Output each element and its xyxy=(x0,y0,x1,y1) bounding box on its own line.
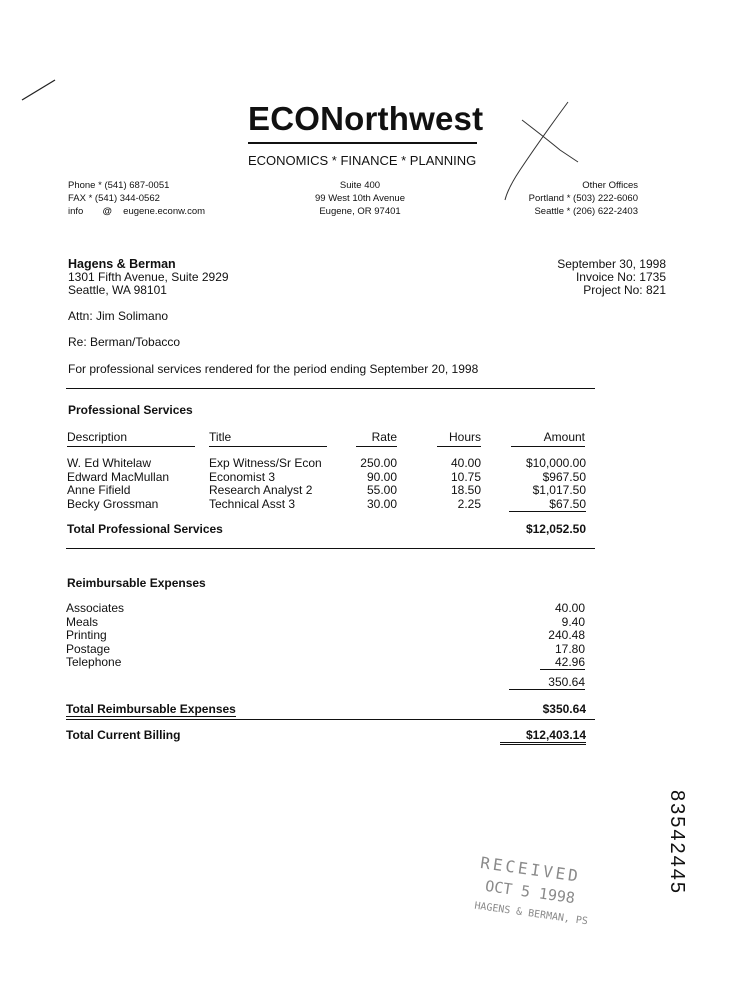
at-icon: @ xyxy=(102,206,112,217)
address-line: Suite 400 xyxy=(339,180,381,191)
staff-title: Technical Asst 3 xyxy=(209,496,296,511)
expenses-subtotal: 350.64 xyxy=(509,676,585,690)
reimbursable-expenses-heading: Reimbursable Expenses xyxy=(67,576,206,590)
divider xyxy=(66,719,595,720)
address-line: 99 West 10th Avenue xyxy=(315,193,405,204)
email-address: eugene.econw.com xyxy=(123,206,206,217)
client-address-block xyxy=(68,258,229,297)
staff-hours: 10.75 xyxy=(450,469,481,484)
staff-rate: 90.00 xyxy=(366,469,397,484)
expense-label: Meals xyxy=(66,614,99,629)
current-billing-amount: $12,403.14 xyxy=(500,729,586,745)
regarding-line: Re: Berman/Tobacco xyxy=(68,335,181,349)
reimbursable-total-row xyxy=(0,703,754,717)
other-offices xyxy=(520,179,638,218)
stamp-received: RECEIVED xyxy=(479,852,582,886)
column-header-rate: Rate xyxy=(356,430,397,447)
expense-amount: 9.40 xyxy=(561,614,585,629)
fax-number: FAX * (541) 344-0562 xyxy=(68,193,160,204)
company-tagline: ECONOMICS * FINANCE * PLANNING xyxy=(248,153,477,168)
staff-title: Research Analyst 2 xyxy=(209,483,313,497)
divider xyxy=(66,388,595,389)
staff-hours: 2.25 xyxy=(457,496,481,511)
table-row xyxy=(0,498,754,512)
invoice-date: September 30, 1998 xyxy=(557,257,666,271)
stamp-date: OCT 5 1998 xyxy=(484,876,577,908)
staff-title: Exp Witness/Sr Econ xyxy=(209,456,322,470)
table-row xyxy=(0,484,754,498)
expense-amount: 42.96 xyxy=(540,656,585,670)
professional-total-label: Total Professional Services xyxy=(67,522,223,536)
phone-number: Phone * (541) 687-0051 xyxy=(68,180,170,191)
staff-hours: 40.00 xyxy=(450,456,481,470)
staff-amount: $967.50 xyxy=(542,469,586,484)
expense-amount: 240.48 xyxy=(548,628,585,642)
staff-rate: 30.00 xyxy=(366,496,397,511)
table-row xyxy=(0,457,754,471)
info-label: info xyxy=(68,206,84,217)
expenses-subtotal-row xyxy=(0,676,754,690)
pen-stroke-mark xyxy=(22,80,55,100)
list-item xyxy=(0,629,754,643)
expense-amount: 17.80 xyxy=(554,641,585,656)
service-period: For professional services rendered for the period ending September 20, 1998 xyxy=(68,362,479,376)
staff-name: Edward MacMullan xyxy=(67,469,170,484)
expense-label: Telephone xyxy=(66,655,122,669)
list-item xyxy=(0,643,754,657)
other-offices-heading: Other Offices xyxy=(582,180,638,191)
contact-info xyxy=(68,179,205,218)
staff-name: Becky Grossman xyxy=(67,496,159,511)
staff-name: Anne Fifield xyxy=(67,483,131,497)
project-number: Project No: 821 xyxy=(583,283,666,297)
invoice-meta xyxy=(500,258,666,297)
stamp-firm: HAGENS & BERMAN, PS xyxy=(473,900,589,928)
professional-services-heading: Professional Services xyxy=(68,403,193,417)
expense-amount: 40.00 xyxy=(554,601,585,615)
staff-name: W. Ed Whitelaw xyxy=(67,456,152,470)
column-header-description: Description xyxy=(67,430,195,447)
client-address-line-2: Seattle, WA 98101 xyxy=(68,283,167,297)
expense-label: Printing xyxy=(66,628,107,642)
staff-title: Economist 3 xyxy=(209,469,276,484)
email-line xyxy=(68,205,205,218)
invoice-number: Invoice No: 1735 xyxy=(575,270,666,284)
portland-office: Portland * (503) 222-6060 xyxy=(528,193,638,204)
column-header-hours: Hours xyxy=(437,430,481,447)
staff-rate: 250.00 xyxy=(360,456,397,470)
staff-hours: 18.50 xyxy=(450,483,481,497)
address-line: Eugene, OR 97401 xyxy=(319,206,401,217)
document-id: 83542445 xyxy=(666,790,688,895)
column-header-amount: Amount xyxy=(511,430,585,447)
current-billing-row xyxy=(0,729,754,743)
reimbursable-total-amount: $350.64 xyxy=(542,702,586,716)
current-billing-label: Total Current Billing xyxy=(66,728,181,742)
staff-amount: $67.50 xyxy=(509,498,586,512)
company-logo-text: ECONorthwest xyxy=(248,100,484,137)
staff-amount: $1,017.50 xyxy=(532,483,586,497)
list-item xyxy=(0,602,754,616)
list-item xyxy=(0,616,754,630)
attention-line: Attn: Jim Solimano xyxy=(68,309,169,323)
reimbursable-total-label: Total Reimbursable Expenses xyxy=(66,702,236,716)
table-row xyxy=(0,471,754,485)
client-name: Hagens & Berman xyxy=(68,257,176,271)
staff-amount: $10,000.00 xyxy=(525,456,586,470)
list-item xyxy=(0,656,754,670)
client-address-line-1: 1301 Fifth Avenue, Suite 2929 xyxy=(68,270,229,284)
column-header-title: Title xyxy=(209,430,327,447)
seattle-office: Seattle * (206) 622-2403 xyxy=(534,206,638,217)
expense-label: Associates xyxy=(66,601,125,615)
divider xyxy=(66,548,595,549)
professional-total-row xyxy=(0,523,754,537)
professional-total-amount: $12,052.50 xyxy=(525,522,586,536)
staff-rate: 55.00 xyxy=(366,483,397,497)
expense-label: Postage xyxy=(66,641,111,656)
company-address xyxy=(300,179,420,218)
